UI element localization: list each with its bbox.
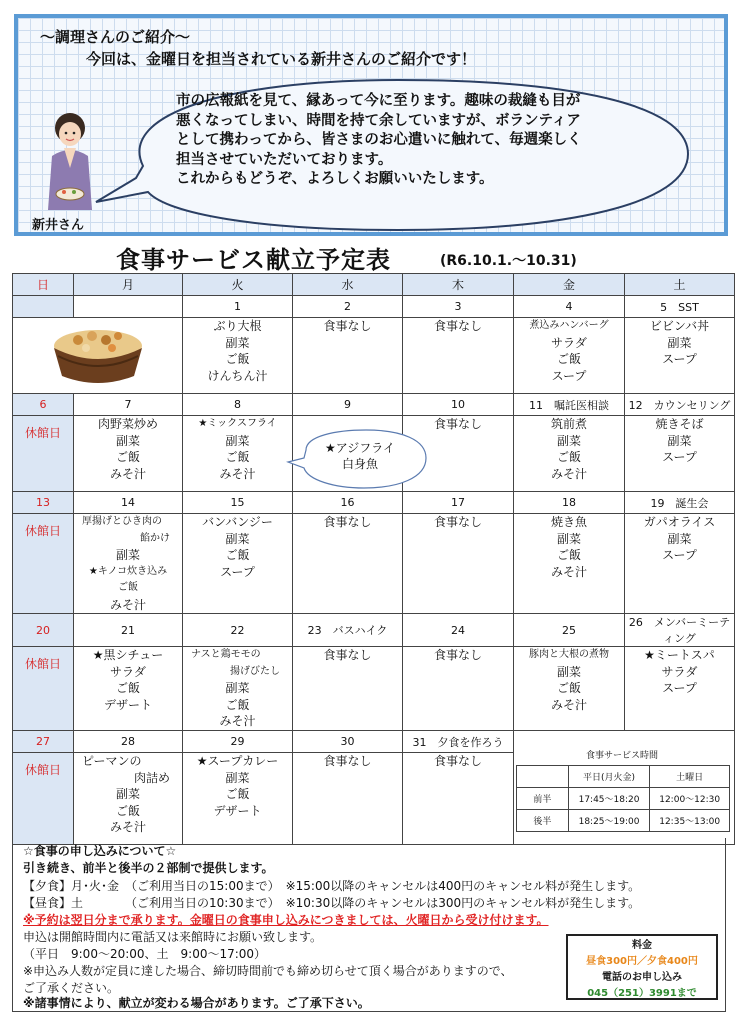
page-period: (R6.10.1.～10.31) — [440, 253, 577, 269]
table-cell: 後半 — [517, 810, 569, 832]
menu-item: 肉詰め — [133, 770, 170, 785]
menu-row — [13, 318, 735, 394]
table-cell: 18:25～19:00 — [568, 810, 650, 832]
menu-cell — [74, 753, 183, 845]
menu-item: ご飯 — [115, 681, 140, 695]
notes-line: 申込は開館時間内に電話又は来館時にお願い致します。 — [23, 930, 323, 944]
menu-item: みそ汁 — [109, 466, 146, 481]
menu-item: 食事なし — [323, 754, 372, 768]
menu-cell — [183, 753, 293, 845]
menu-cell — [13, 318, 183, 394]
menu-item: 副菜 — [115, 787, 140, 801]
table-cell: 平日(月火金) — [568, 766, 650, 788]
menu-cell: 休館日 — [13, 416, 74, 492]
date-cell: 12 カウンセリング — [625, 394, 735, 416]
menu-item: 副菜 — [667, 531, 692, 546]
menu-item: ★ミックスフライ — [198, 418, 277, 429]
menu-item: ご飯 — [556, 548, 581, 562]
menu-item: 煮込みハンバーグ — [529, 320, 609, 331]
menu-item: ピーマンの — [82, 754, 142, 768]
menu-item: ビビンバ丼 — [649, 319, 710, 333]
menu-item: 副菜 — [115, 433, 140, 448]
table-row — [517, 766, 730, 788]
menu-cell — [625, 416, 735, 492]
menu-item: サラダ — [551, 335, 587, 350]
menu-item: 食事なし — [433, 515, 482, 529]
price-box — [566, 934, 718, 1000]
menu-item: スープ — [220, 564, 255, 579]
menu-cell: 休館日 — [13, 753, 74, 845]
date-cell: 16 — [293, 492, 403, 514]
menu-item: 焼きそば — [655, 417, 704, 431]
menu-item: デザート — [103, 697, 152, 712]
menu-item: ご飯 — [118, 582, 138, 593]
menu-cell — [183, 514, 293, 614]
date-cell: 3 — [403, 296, 514, 318]
intro-subheading: 今回は、金曜日を担当されている新井さんのご紹介です！ — [86, 50, 477, 68]
menu-cell — [293, 514, 403, 614]
menu-item: スープ — [662, 681, 697, 695]
weekday-header-row — [13, 274, 735, 296]
menu-cell: 休館日 — [13, 647, 74, 731]
menu-cell — [625, 514, 735, 614]
weekday-header: 水 — [293, 274, 403, 296]
menu-row — [13, 514, 735, 614]
date-cell: 13 — [13, 492, 74, 514]
menu-item: みそ汁 — [109, 597, 146, 612]
intro-line: これからもどうぞ、よろしくお願いいたします。 — [176, 171, 494, 187]
date-cell — [13, 296, 74, 318]
weekday-header: 土 — [625, 274, 735, 296]
menu-item: みそ汁 — [550, 564, 587, 579]
date-cell: 11 嘱託医相談 — [514, 394, 625, 416]
menu-cell — [293, 318, 403, 394]
menu-item: みそ汁 — [219, 714, 256, 728]
weekday-header: 火 — [183, 274, 293, 296]
notes-line: ※諸事情により、献立が変わる場合があります。ご了承下さい。 — [23, 996, 370, 1010]
menu-item: 厚揚げとひき肉の — [82, 516, 162, 527]
menu-item: みそ汁 — [219, 466, 256, 481]
menu-item: 副菜 — [225, 433, 250, 448]
notes-line: （平日 9:00～20:00、土 9:00～17:00） — [23, 947, 267, 961]
menu-item: 食事なし — [323, 319, 372, 333]
date-cell: 30 — [293, 731, 403, 753]
menu-cell — [514, 416, 625, 492]
menu-item: ★黒シチュー — [92, 648, 164, 662]
date-cell: 2 — [293, 296, 403, 318]
menu-item: みそ汁 — [109, 820, 146, 834]
menu-item: サラダ — [661, 664, 698, 679]
notes-line: 【昼食】土 （ご利用当日の10:30まで） ※10:30以降のキャンセルは300円のキャンセル料が発生します。 — [23, 896, 641, 910]
menu-item: ご飯 — [556, 450, 581, 464]
menu-item: ★ミートスパ — [644, 648, 715, 662]
menu-item: 食事なし — [323, 515, 372, 529]
menu-item: 焼き魚 — [550, 515, 587, 529]
menu-item: 副菜 — [225, 770, 250, 785]
callout-text — [296, 440, 424, 472]
date-cell: 18 — [514, 492, 625, 514]
menu-item: ナスと鶏モモの — [191, 649, 261, 660]
menu-item: バンバンジー — [202, 515, 273, 529]
menu-item: ご飯 — [556, 352, 581, 366]
date-cell: 5 SST — [625, 296, 735, 318]
menu-cell — [183, 318, 293, 394]
price-fees: 昼食300円／夕食400円 — [586, 956, 698, 967]
menu-item: 副菜 — [225, 681, 250, 695]
menu-item: 副菜 — [556, 664, 581, 679]
date-cell: 21 — [74, 614, 183, 647]
notes-line: 【夕食】月･火･金 （ご利用当日の15:00まで） ※15:00以降のキャンセルは400円のキャンセル料が発生します。 — [23, 879, 641, 893]
notes-line: ご了承ください。 — [23, 981, 120, 995]
menu-item: 副菜 — [667, 335, 692, 350]
service-time-table — [516, 765, 730, 832]
menu-cell — [293, 647, 403, 731]
menu-cell — [403, 753, 514, 845]
date-cell: 25 — [514, 614, 625, 647]
menu-item: 副菜 — [225, 531, 250, 546]
weekday-header: 日 — [13, 274, 74, 296]
menu-item: スープ — [662, 548, 697, 562]
intro-message — [176, 92, 676, 190]
menu-item: 副菜 — [115, 548, 140, 562]
date-cell: 24 — [403, 614, 514, 647]
callout-line: 白身魚 — [341, 457, 378, 471]
weekday-header: 金 — [514, 274, 625, 296]
menu-cell — [183, 416, 293, 492]
date-row — [13, 492, 735, 514]
menu-item: 食事なし — [433, 648, 482, 662]
menu-cell — [183, 647, 293, 731]
menu-item: ガパオライス — [643, 515, 716, 529]
menu-item: 肉野菜炒め — [97, 417, 158, 431]
phone-label: 電話のお申し込み — [602, 972, 682, 983]
date-cell: 26 メンバーミーティング — [625, 614, 735, 647]
chef-intro-box — [14, 14, 728, 236]
menu-item: 餡かけ — [140, 532, 170, 544]
date-cell: 27 — [13, 731, 74, 753]
notes-warning: ※予約は翌日分まで承ります。金曜日の食事申し込みにつきましては、火曜日から受け付けます。 — [23, 913, 549, 927]
menu-item: みそ汁 — [550, 697, 587, 712]
date-cell: 4 — [514, 296, 625, 318]
menu-item: スープ — [551, 368, 587, 383]
menu-item: ご飯 — [115, 450, 140, 464]
menu-item: ぶり大根 — [213, 319, 262, 333]
menu-item: 食事なし — [433, 319, 482, 333]
menu-item: ご飯 — [225, 548, 250, 562]
intro-line: 悪くなってしまい、時間を持て余していますが、ボランティア — [176, 112, 581, 129]
menu-item: ★キノコ炊き込み — [88, 565, 168, 577]
table-cell: 17:45～18:20 — [568, 788, 650, 810]
menu-item: ご飯 — [225, 352, 250, 366]
menu-item: ★スープカレー — [196, 754, 279, 768]
menu-cell: 休館日 — [13, 514, 74, 614]
service-time-panel — [516, 748, 728, 832]
notes-line: ※申込み人数が定員に達した場合、締切時間前でも締め切らせて頂く場合がありますので、 — [23, 964, 513, 978]
menu-item: 豚肉と大根の煮物 — [529, 649, 609, 660]
date-cell: 20 — [13, 614, 74, 647]
menu-item: 食事なし — [433, 754, 482, 768]
menu-item: 副菜 — [556, 531, 581, 546]
callout-line: ★アジフライ — [325, 441, 395, 455]
menu-item: 揚げびたし — [230, 665, 280, 677]
date-cell: 14 — [74, 492, 183, 514]
date-cell: 28 — [74, 731, 183, 753]
menu-cell — [514, 514, 625, 614]
menu-cell — [74, 647, 183, 731]
menu-item: 筑前煮 — [550, 417, 587, 431]
menu-cell — [514, 647, 625, 731]
table-row — [517, 788, 730, 810]
date-cell: 7 — [74, 394, 183, 416]
chef-illustration-icon — [44, 110, 96, 214]
notes-heading: ☆食事の申し込みについて☆ — [23, 844, 177, 858]
table-cell: 前半 — [517, 788, 569, 810]
menu-item: サラダ — [110, 664, 146, 679]
intro-line: 市の広報紙を見て、縁あって今に至ります。趣味の裁縫も目が — [176, 93, 581, 109]
menu-cell — [403, 647, 514, 731]
chef-name: 新井さん — [32, 218, 85, 233]
menu-item: みそ汁 — [550, 466, 587, 481]
date-cell: 22 — [183, 614, 293, 647]
menu-cell — [74, 416, 183, 492]
table-cell — [517, 766, 569, 788]
date-row — [13, 296, 735, 318]
date-cell: 10 — [403, 394, 514, 416]
date-row — [13, 614, 735, 647]
intro-line: 担当させていただいております。 — [176, 151, 393, 168]
weekday-header: 木 — [403, 274, 514, 296]
table-cell: 12:00～12:30 — [650, 788, 730, 810]
date-cell: 17 — [403, 492, 514, 514]
date-row — [13, 394, 735, 416]
menu-cell — [403, 514, 514, 614]
menu-cell — [625, 647, 735, 731]
menu-item: 食事なし — [433, 417, 482, 431]
menu-item: デザート — [213, 803, 262, 818]
menu-cell — [403, 318, 514, 394]
menu-row — [13, 647, 735, 731]
phone-number: 045（251）3991まで — [587, 988, 697, 999]
notes-line: 引き続き、前半と後半の２部制で提供します。 — [23, 861, 274, 875]
date-cell: 9 — [293, 394, 403, 416]
menu-item: 食事なし — [323, 648, 372, 662]
menu-item: ご飯 — [225, 450, 250, 464]
menu-item: 副菜 — [225, 335, 250, 350]
rice-bowl-icon — [48, 320, 148, 390]
menu-item: 副菜 — [556, 433, 581, 448]
menu-cell — [74, 514, 183, 614]
menu-cell — [625, 318, 735, 394]
intro-heading: ～調理さんのご紹介～ — [40, 28, 191, 46]
date-cell: 15 — [183, 492, 293, 514]
service-time-title: 食事サービス時間 — [585, 751, 658, 761]
menu-item: けんちん汁 — [207, 368, 268, 383]
date-cell: 1 — [183, 296, 293, 318]
table-cell: 12:35～13:00 — [650, 810, 730, 832]
price-label: 料金 — [632, 940, 652, 951]
date-cell: 19 誕生会 — [625, 492, 735, 514]
table-row — [517, 810, 730, 832]
date-cell: 23 バスハイク — [293, 614, 403, 647]
date-cell: 8 — [183, 394, 293, 416]
page-title: 食事サービス献立予定表 — [116, 246, 391, 274]
menu-cell — [514, 318, 625, 394]
weekday-header: 月 — [74, 274, 183, 296]
table-cell: 土曜日 — [650, 766, 730, 788]
menu-item: ご飯 — [225, 697, 250, 712]
menu-item: ご飯 — [225, 787, 250, 801]
menu-cell — [293, 753, 403, 845]
menu-item: スープ — [662, 450, 697, 464]
menu-item: ご飯 — [115, 803, 140, 818]
date-cell: 31 夕食を作ろう — [403, 731, 514, 753]
menu-item: ご飯 — [556, 681, 581, 695]
menu-item: 副菜 — [667, 433, 692, 448]
date-cell — [74, 296, 183, 318]
date-cell: 6 — [13, 394, 74, 416]
menu-item: スープ — [662, 352, 697, 366]
intro-line: として携わってから、皆さまのお心遣いに触れて、毎週楽しく — [176, 132, 582, 148]
date-cell: 29 — [183, 731, 293, 753]
